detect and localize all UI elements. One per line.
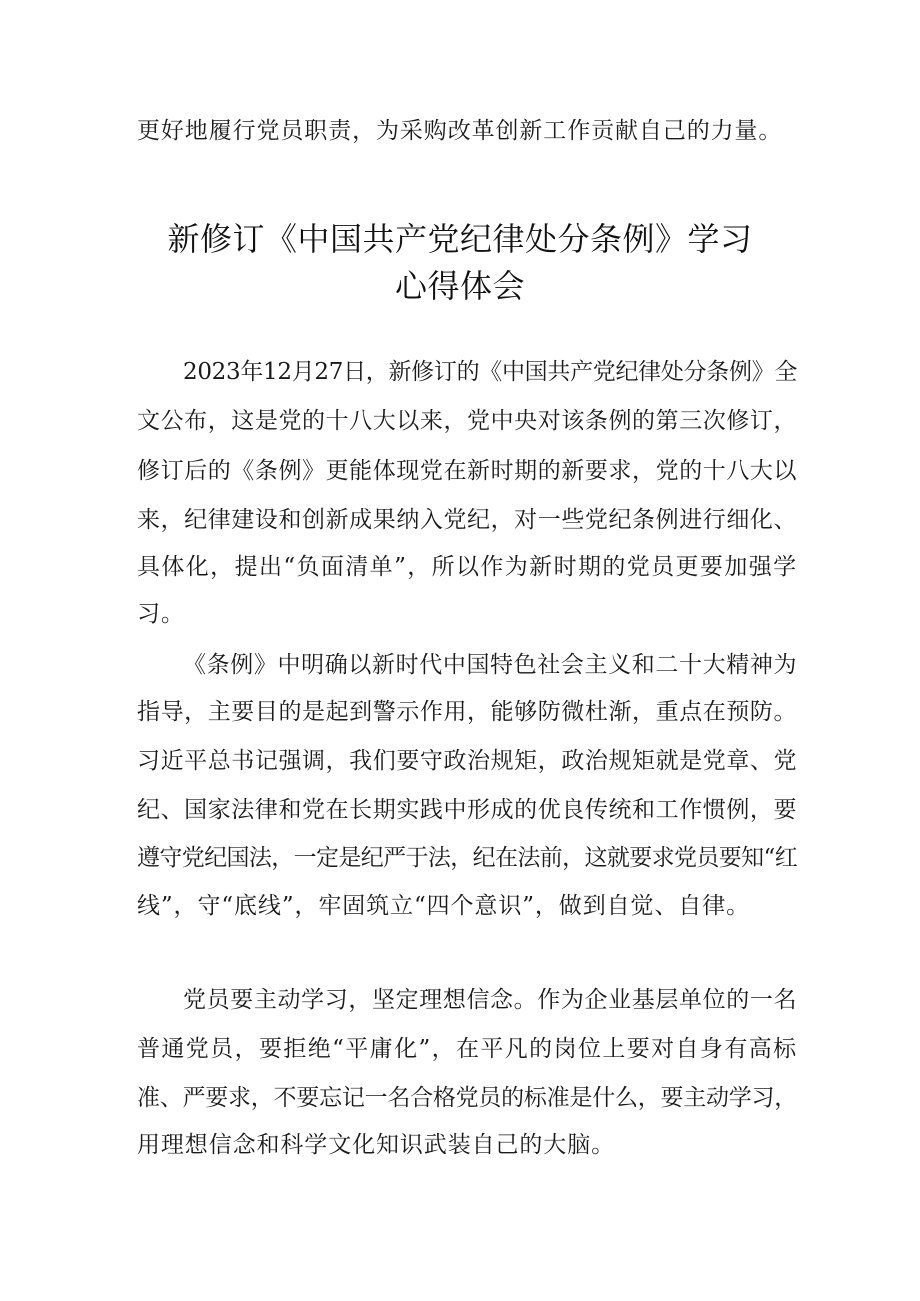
paragraph-3-line-2: 普通党员，要拒绝“平庸化”，在平凡的岗位上要对自身有高标: [137, 1036, 797, 1062]
paragraph-1-line-1: 2023年12月27日，新修订的《中国共产党纪律处分条例》全: [183, 359, 798, 385]
paragraph-3-line-4: 用理想信念和科学文化知识武装自己的大脑。: [137, 1132, 615, 1158]
paragraph-2-line-4: 纪、国家法律和党在长期实践中形成的优良传统和工作惯例，要: [137, 797, 797, 823]
document-title-line-1: 新修订《中国共产党纪律处分条例》学习: [167, 220, 753, 258]
paragraph-3-line-3: 准、严要求，不要忘记一名合格党员的标准是什么，要主动学习，: [137, 1085, 797, 1111]
paragraph-2-line-1: 《条例》中明确以新时代中国特色社会主义和二十大精神为: [183, 652, 797, 678]
paragraph-3-line-1: 党员要主动学习，坚定理想信念。作为企业基层单位的一名: [183, 987, 797, 1013]
paragraph-2-line-2: 指导，主要目的是起到警示作用，能够防微杜渐，重点在预防。: [137, 699, 797, 725]
paragraph-1-line-3: 修订后的《条例》更能体现党在新时期的新要求，党的十八大以: [137, 458, 797, 484]
paragraph-2-line-6: 线”，守“底线”，牢固筑立“四个意识”，做到自觉、自律。: [137, 893, 750, 919]
paragraph-1-line-5: 具体化，提出“负面清单”，所以作为新时期的党员更要加强学: [137, 554, 797, 580]
paragraph-1-line-2: 文公布，这是党的十八大以来，党中央对该条例的第三次修订，: [137, 408, 797, 434]
paragraph-1-line-4: 来，纪律建设和创新成果纳入党纪，对一些党纪条例进行细化、: [137, 507, 797, 533]
lead-line: 更好地履行党员职责，为采购改革创新工作贡献自己的力量。: [137, 118, 783, 144]
paragraph-2-line-3: 习近平总书记强调，我们要守政治规矩，政治规矩就是党章、党: [137, 748, 797, 774]
document-title-line-2: 心得体会: [394, 267, 525, 305]
paragraph-2-line-5: 遵守党纪国法，一定是纪严于法，纪在法前，这就要求党员要知“红: [137, 845, 797, 871]
paragraph-1-line-6: 习。: [137, 601, 185, 627]
